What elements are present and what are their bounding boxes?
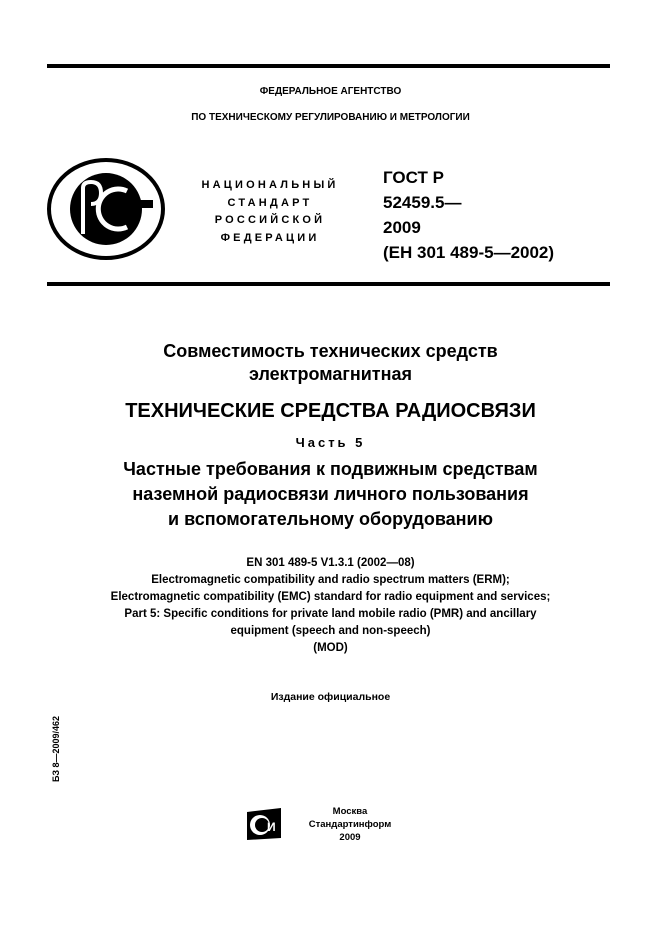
en-reference: [0, 555, 661, 657]
national-line: РОССИЙСКОЙ: [214, 214, 326, 226]
gost-line: 2009: [383, 218, 421, 237]
en-line: Electromagnetic compatibility and radio spectrum matters (ERM);: [151, 574, 510, 586]
en-line: EN 301 489-5 V1.3.1 (2002—08): [246, 557, 415, 569]
national-standard-label: [180, 177, 360, 247]
logo-letters: И: [267, 820, 276, 834]
main-title: ТЕХНИЧЕСКИЕ СРЕДСТВА РАДИОСВЯЗИ: [125, 400, 536, 422]
publisher-block: [300, 805, 400, 844]
publisher-name: Стандартинформ: [308, 819, 392, 830]
rst-logo-icon: [45, 156, 167, 262]
subtitle-line: Частные требования к подвижным средствам: [123, 459, 538, 479]
agency-line-2: ПО ТЕХНИЧЕСКОМУ РЕГУЛИРОВАНИЮ И МЕТРОЛОГИИ: [191, 112, 470, 123]
edition-label: Издание официальное: [270, 691, 391, 703]
top-rule: [47, 64, 610, 68]
national-line: НАЦИОНАЛЬНЫЙ: [201, 179, 339, 191]
subtitle-line: и вспомогательному оборудованию: [168, 509, 493, 529]
title-line-2: электромагнитная: [248, 364, 412, 384]
publisher-year: 2009: [339, 832, 361, 843]
gost-line: 52459.5—: [383, 193, 462, 212]
agency-line-1: ФЕДЕРАЛЬНОЕ АГЕНТСТВО: [259, 86, 402, 97]
en-line: (MOD): [313, 642, 348, 654]
header-rule: [47, 282, 610, 286]
publisher-city: Москва: [332, 806, 368, 817]
en-line: Electromagnetic compatibility (EMC) standard for radio equipment and services;: [110, 591, 551, 603]
en-line: Part 5: Specific conditions for private land mobile radio (PMR) and ancillary: [124, 608, 537, 620]
national-line: СТАНДАРТ: [227, 196, 313, 209]
gost-designation: [383, 165, 554, 265]
gost-line: (ЕН 301 489-5—2002): [383, 243, 555, 262]
part-label: Часть 5: [295, 435, 366, 450]
subtitle-line: наземной радиосвязи личного пользования: [132, 484, 529, 504]
side-code: БЗ 8—2009/462: [51, 715, 61, 782]
en-line: equipment (speech and non-speech): [230, 625, 431, 637]
title-line-1: Совместимость технических средств: [163, 341, 498, 361]
gost-line: ГОСТ Р: [383, 168, 444, 187]
national-line: ФЕДЕРАЦИИ: [220, 231, 320, 244]
standartinform-logo-icon: [245, 806, 285, 842]
